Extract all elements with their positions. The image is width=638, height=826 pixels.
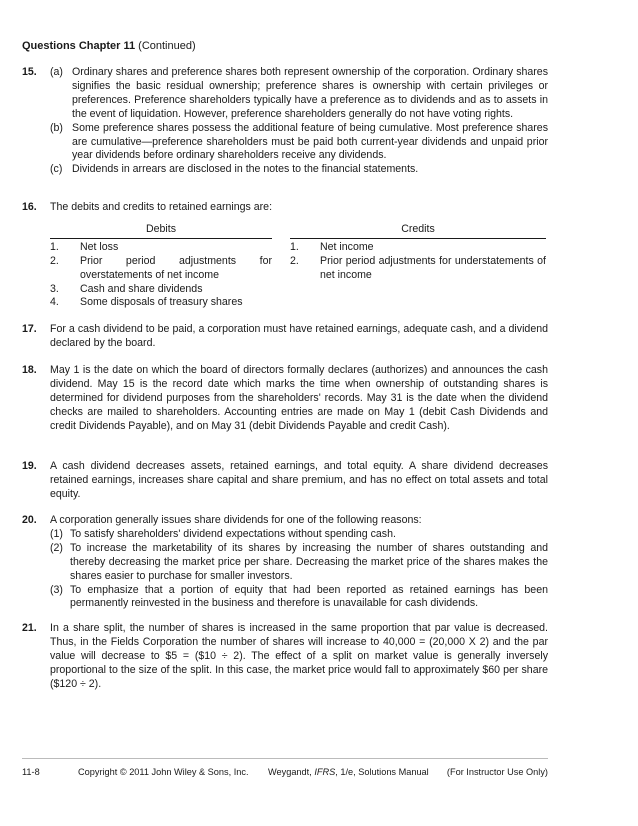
reason-item: (2) To increase the marketability of its shares by increasing the number of shares outstanding and thereby decreasing the market price per share. Decreasing the market price of the shares makes the shares easier to purchase for smaller investors. [50, 541, 548, 582]
credits-header: Credits [290, 223, 546, 239]
list-item: 3. Cash and share dividends [50, 282, 203, 295]
question-body [50, 201, 548, 307]
question-number: 21. [22, 622, 37, 634]
debits-credits-table [50, 223, 548, 307]
list-item: 2. Prior period adjustments for overstatements of net income [50, 254, 272, 281]
manual-title: Weygandt, IFRS, 1/e, Solutions Manual [268, 767, 429, 777]
question-19 [22, 460, 548, 502]
question-intro: A corporation generally issues share dividends for one of the following reasons: [50, 514, 422, 526]
list-item: 1. Net income [290, 240, 374, 253]
question-number: 17. [22, 323, 37, 335]
question-intro: The debits and credits to retained earnings are: [50, 201, 273, 213]
question-number: 19. [22, 460, 37, 472]
credits-column [290, 223, 546, 283]
part-label: (a) [50, 66, 63, 78]
copyright-text: Copyright © 2011 John Wiley & Sons, Inc. [78, 767, 249, 777]
page-heading [22, 40, 196, 54]
question-text: May 1 is the date on which the board of directors formally declares (authorizes) and announces the cash dividend. May 15 is the record date which marks the time when ownership of outstanding shares is determined for dividend purposes from the shareholders' records. May 31 is the date when the dividend checks are mailed to shareholders. Accounting entries are made on May 1 (debit Cash Dividends and credit Dividends Payable), and on May 31 (debit Dividends Payable and credit Cash). [50, 364, 548, 432]
footer-divider [22, 758, 548, 759]
heading-rest: (Continued) [135, 40, 196, 52]
question-body [50, 514, 548, 611]
part-text: Ordinary shares and preference shares both represent ownership of the corporation. Ordinary shares signifies the basic residual ownership; preference shares is ownership with certain privileges or preferences. Preference shareholders typically have a preference as to dividends and as to assets in the event of liquidation. However, preference shareholders generally do not have voting rights. [72, 66, 548, 120]
question-number: 18. [22, 364, 37, 376]
list-item: 1. Net loss [50, 240, 119, 253]
question-number: 15. [22, 66, 37, 78]
heading-bold: Questions Chapter 11 [22, 40, 136, 52]
question-15 [22, 66, 548, 177]
part-label: (c) [50, 163, 63, 176]
question-21 [22, 622, 548, 692]
question-20 [22, 514, 548, 611]
answer-part-b [50, 122, 548, 164]
question-number: 20. [22, 514, 37, 526]
part-label: (b) [50, 121, 63, 134]
question-text: A cash dividend decreases assets, retained earnings, and total equity. A share dividend decreases retained earnings, increases share capital and share premium, and has no effect on total assets and total equity. [50, 460, 548, 500]
instructor-note: (For Instructor Use Only) [446, 767, 548, 777]
page-number: 11-8 [22, 767, 40, 777]
question-number: 16. [22, 201, 37, 213]
part-text: Some preference shares possess the additional feature of being cumulative. Most preference shares are cumulative—preference shareholders must be paid both current-year dividends and unpaid prior year dividends before ordinary shareholders receive any dividends. [72, 121, 548, 162]
question-16 [22, 201, 548, 307]
debits-header: Debits [50, 223, 272, 239]
reason-item: (3) To emphasize that a portion of equity that had been reported as retained earnings has been permanently reinvested in the business and therefore is unavailable for cash dividends. [50, 583, 548, 610]
answer-part-a [50, 66, 548, 122]
question-17 [22, 323, 548, 351]
question-text: For a cash dividend to be paid, a corporation must have retained earnings, adequate cash, and a dividend declared by the board. [50, 323, 548, 349]
question-18 [22, 364, 548, 434]
list-item: 4. Some disposals of treasury shares [50, 296, 243, 309]
question-body [50, 66, 548, 177]
debits-column [50, 223, 272, 310]
part-text: Dividends in arrears are disclosed in the notes to the financial statements. [72, 163, 419, 176]
question-text: In a share split, the number of shares is increased in the same proportion that par value is decreased. Thus, in the Fields Corporation the number of shares will increase to 40,000 = (20,000 X 2) and the par value will decrease to $5 = ($10 ÷ 2). The effect of a split on market value is generally inversely proportional to the size of the split. In this case, the market price would fall to approximately $60 per share ($120 ÷ 2). [50, 622, 548, 690]
answer-part-c [50, 163, 548, 177]
reason-item: (1) To satisfy shareholders' dividend expectations without spending cash. [50, 527, 396, 540]
list-item: 2. Prior period adjustments for understatements of net income [290, 254, 546, 281]
